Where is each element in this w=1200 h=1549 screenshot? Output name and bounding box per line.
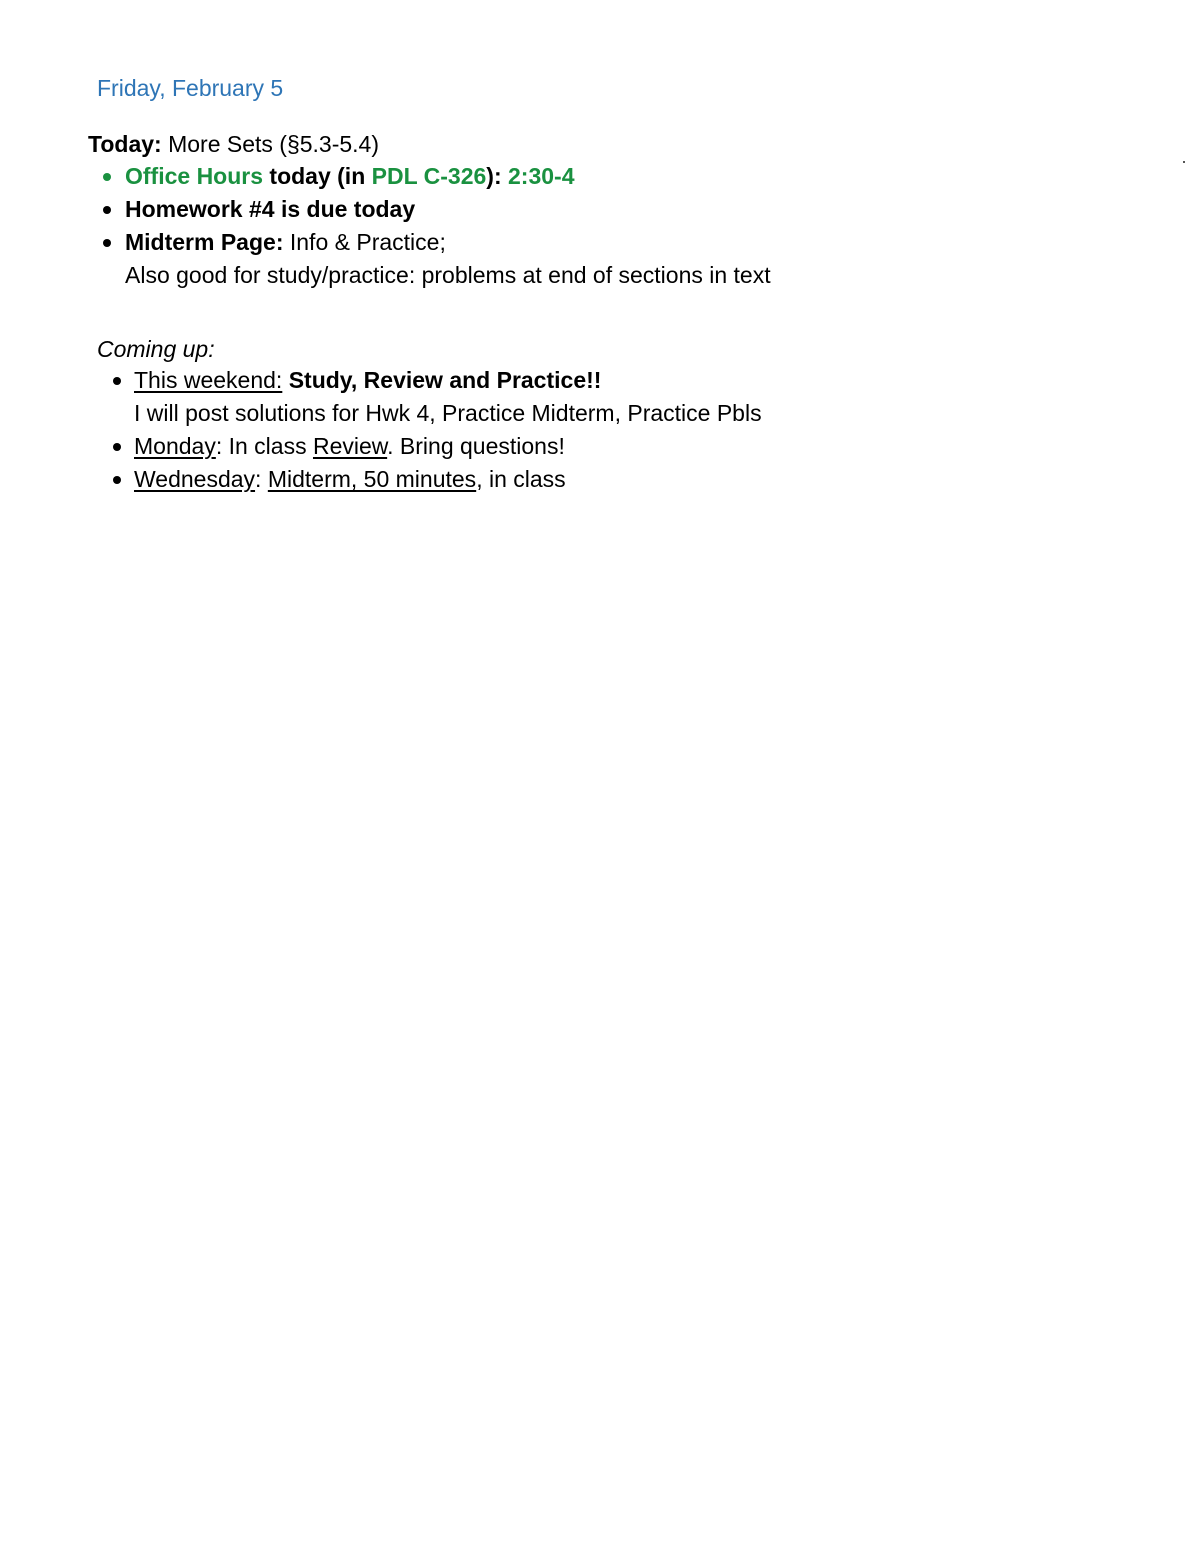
wednesday-sep: : — [255, 466, 268, 492]
midterm-page-continuation: Also good for study/practice: problems at end of sections in text — [125, 262, 771, 288]
monday-text-2: . Bring questions! — [387, 433, 565, 459]
today-line — [88, 128, 379, 160]
monday-review: Review — [312, 433, 388, 459]
bullet-icon — [113, 443, 121, 451]
wednesday-midterm: Midterm, 50 minutes — [267, 466, 477, 492]
coming-up-list — [134, 364, 762, 496]
office-hours-label: Office Hours — [125, 163, 264, 189]
midterm-page-text: Info & Practice; — [289, 229, 446, 255]
date-heading: Friday, February 5 — [97, 75, 284, 101]
office-hours-close: ): — [486, 163, 502, 189]
bullet-icon — [103, 239, 111, 247]
stray-mark — [1183, 161, 1185, 163]
weekend-label: This weekend: — [134, 367, 283, 393]
wednesday-label: Wednesday — [134, 466, 256, 492]
weekend-text: Study, Review and Practice!! — [288, 367, 602, 393]
list-item-homework — [125, 193, 771, 226]
bullet-icon — [113, 476, 121, 484]
list-item-wednesday — [134, 463, 762, 496]
list-item-monday — [134, 430, 762, 463]
today-label: Today: — [88, 131, 162, 157]
monday-label: Monday — [134, 433, 216, 459]
office-hours-room: PDL C-326 — [371, 163, 487, 189]
bullet-icon — [103, 206, 111, 214]
homework-text: Homework #4 is due today — [125, 196, 416, 222]
coming-up-heading: Coming up: — [97, 336, 215, 362]
midterm-page-label: Midterm Page: — [125, 229, 284, 255]
bullet-icon — [113, 377, 121, 385]
list-item-office-hours — [125, 160, 771, 193]
monday-text-1: : In class — [215, 433, 313, 459]
wednesday-text: , in class — [476, 466, 566, 492]
office-hours-mid: today (in — [269, 163, 366, 189]
bullet-icon — [103, 173, 111, 181]
office-hours-time: 2:30-4 — [508, 163, 575, 189]
list-item-midterm-page — [125, 226, 771, 292]
today-list — [125, 160, 771, 292]
today-topic: More Sets (§5.3-5.4) — [168, 131, 379, 157]
weekend-continuation: I will post solutions for Hwk 4, Practice Midterm, Practice Pbls — [134, 400, 762, 426]
list-item-weekend — [134, 364, 762, 430]
